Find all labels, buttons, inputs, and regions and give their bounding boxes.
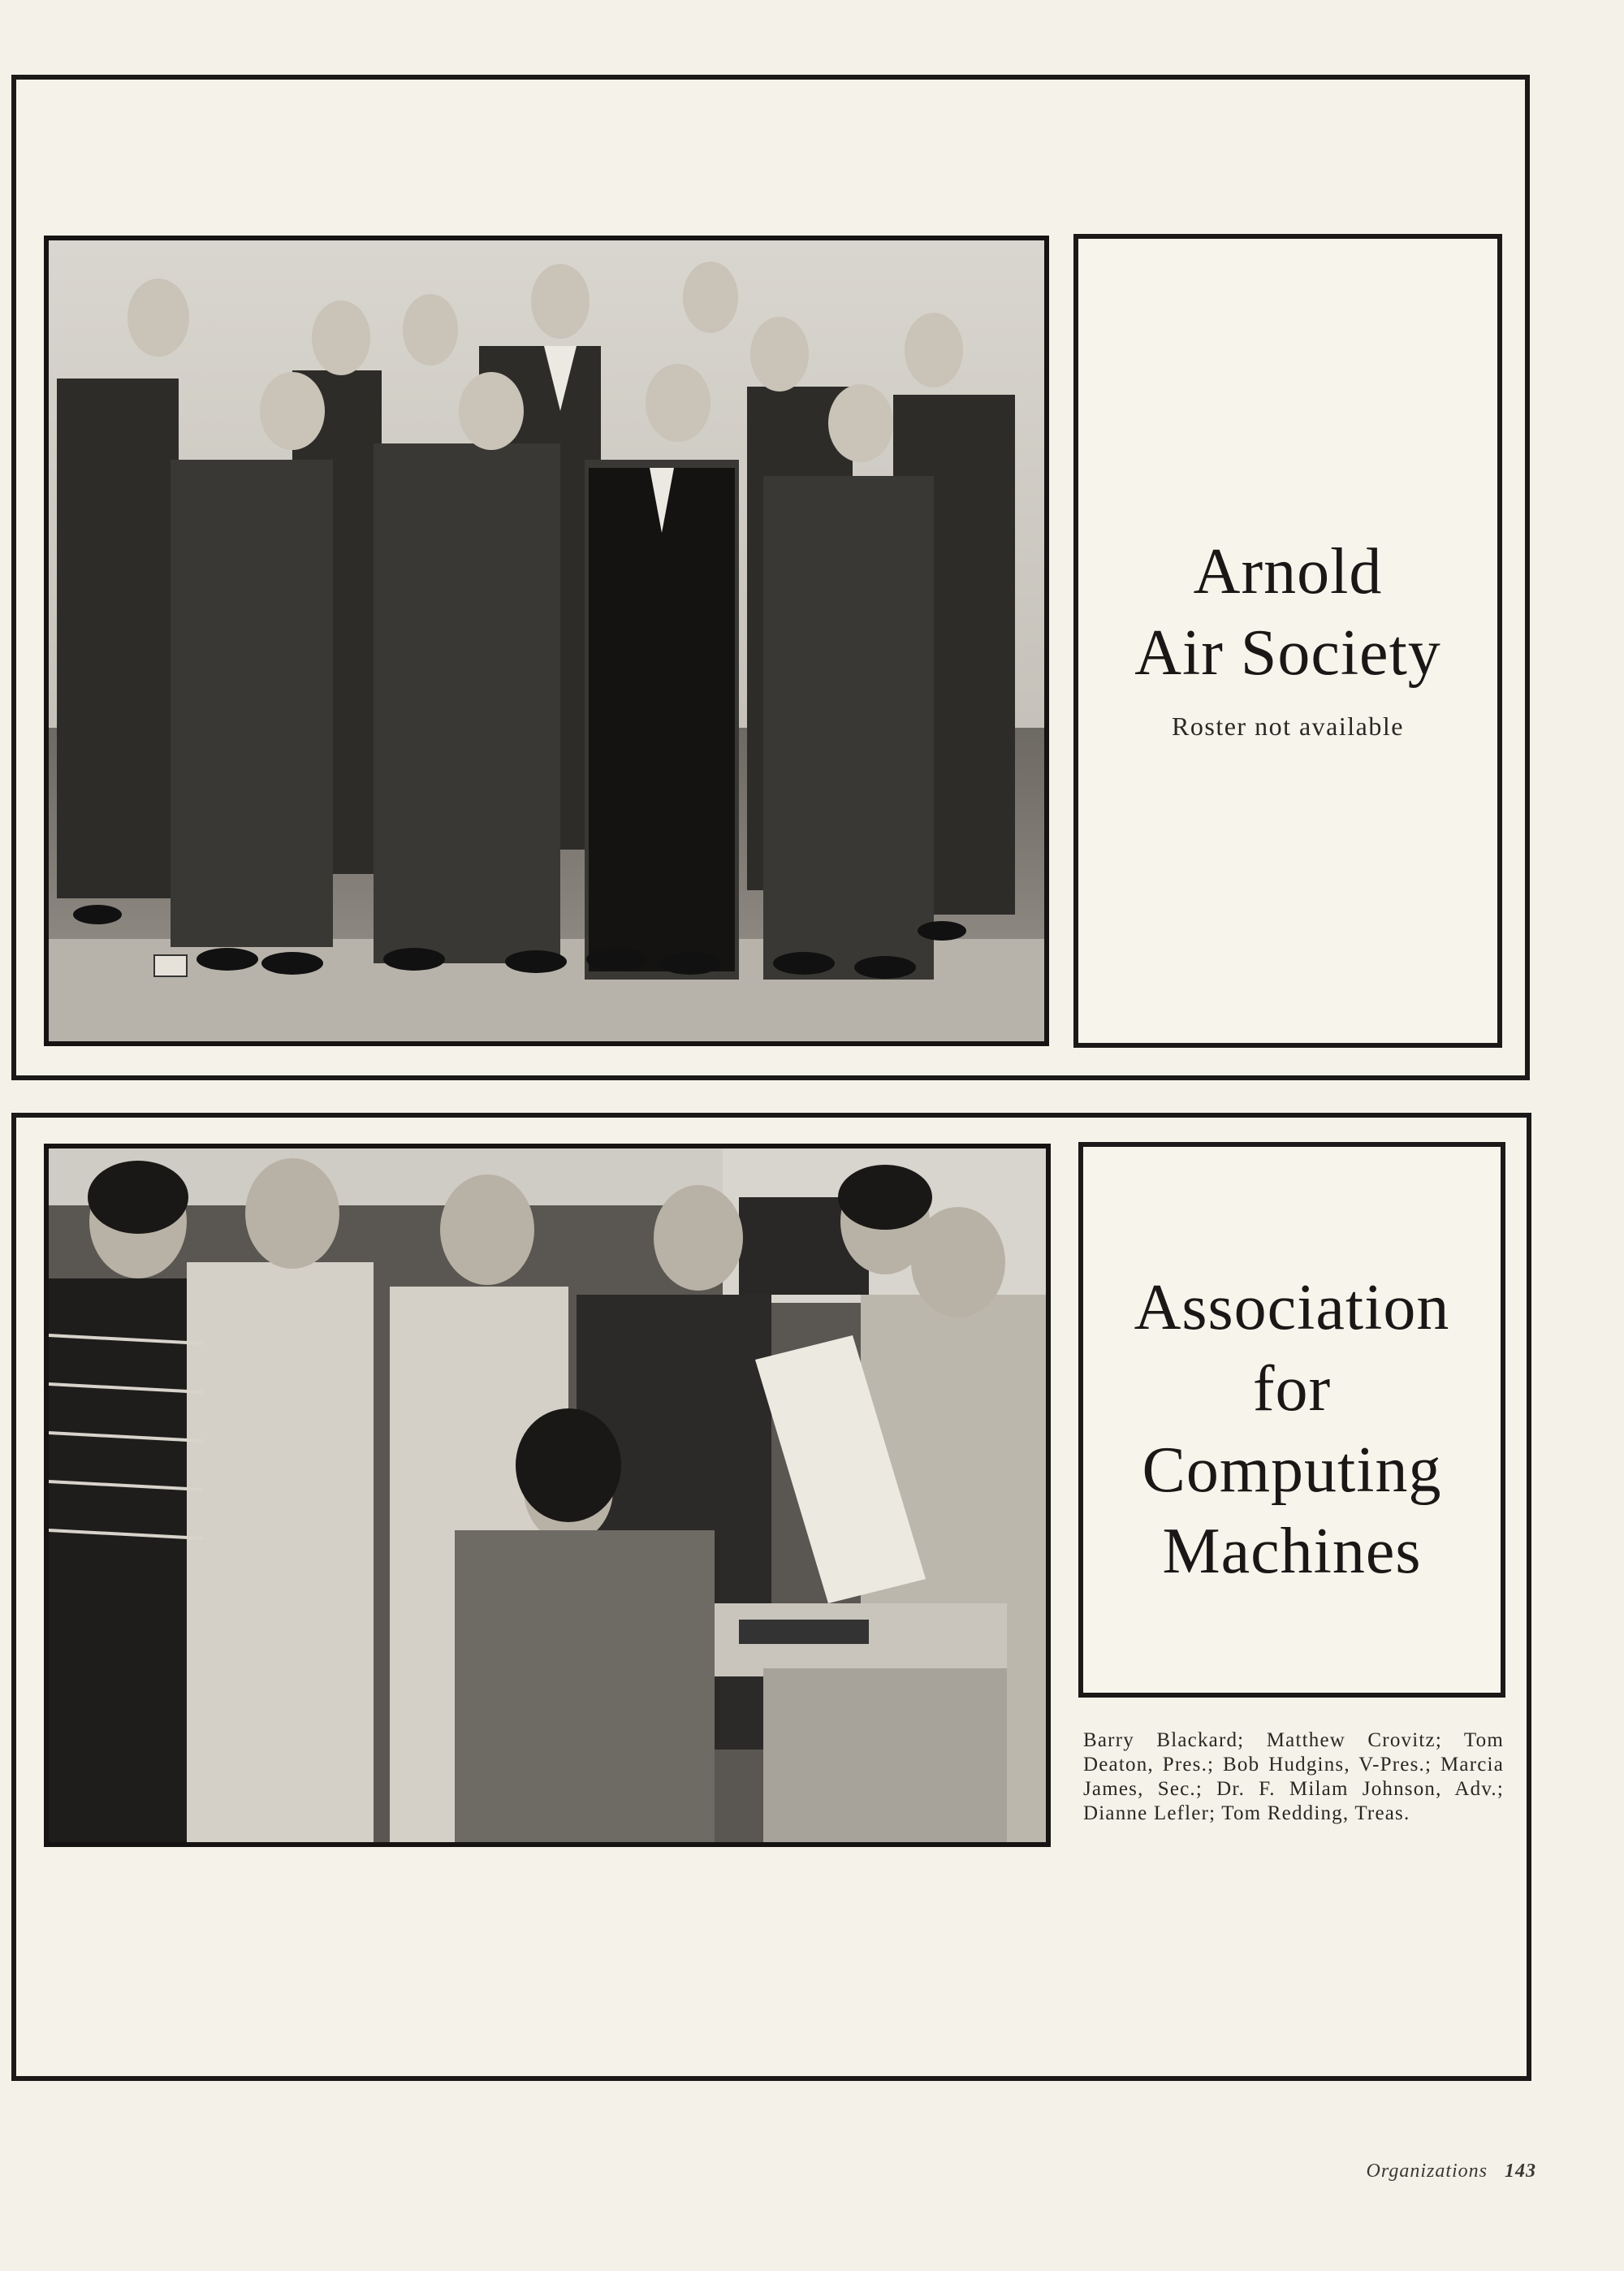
photo-arnold-air-society-illustration [49,240,1044,1041]
page-footer [1367,2161,1536,2182]
title-line: Air Society [1134,617,1441,689]
title-line: Association [1134,1272,1450,1343]
group-photo-arnold-air-society [44,236,1049,1046]
title-line: Machines [1162,1516,1422,1587]
title-line: for [1252,1353,1332,1425]
title-line: Computing [1142,1434,1442,1506]
section-title-arnold-air-society [1078,531,1497,694]
page-number: 143 [1505,2161,1536,2182]
roster-note: Roster not available [1172,712,1404,741]
title-box-acm [1078,1142,1505,1698]
title-line: Arnold [1193,536,1383,608]
roster-acm: Barry Blackard; Matthew Crovitz; Tom Deaton, Pres.; Bob Hudgins, V-Pres.; Marcia James, Sec.; Dr. F. Milam Johnson, Adv.; Dianne Lefler; Tom Redding, Treas. [1083,1729,1504,1824]
group-photo-acm [44,1144,1051,1847]
footer-section-name: Organizations [1366,2161,1488,2182]
title-box-arnold-air-society [1073,234,1502,1048]
section-title-acm [1083,1267,1501,1592]
photo-acm-illustration [49,1148,1046,1842]
